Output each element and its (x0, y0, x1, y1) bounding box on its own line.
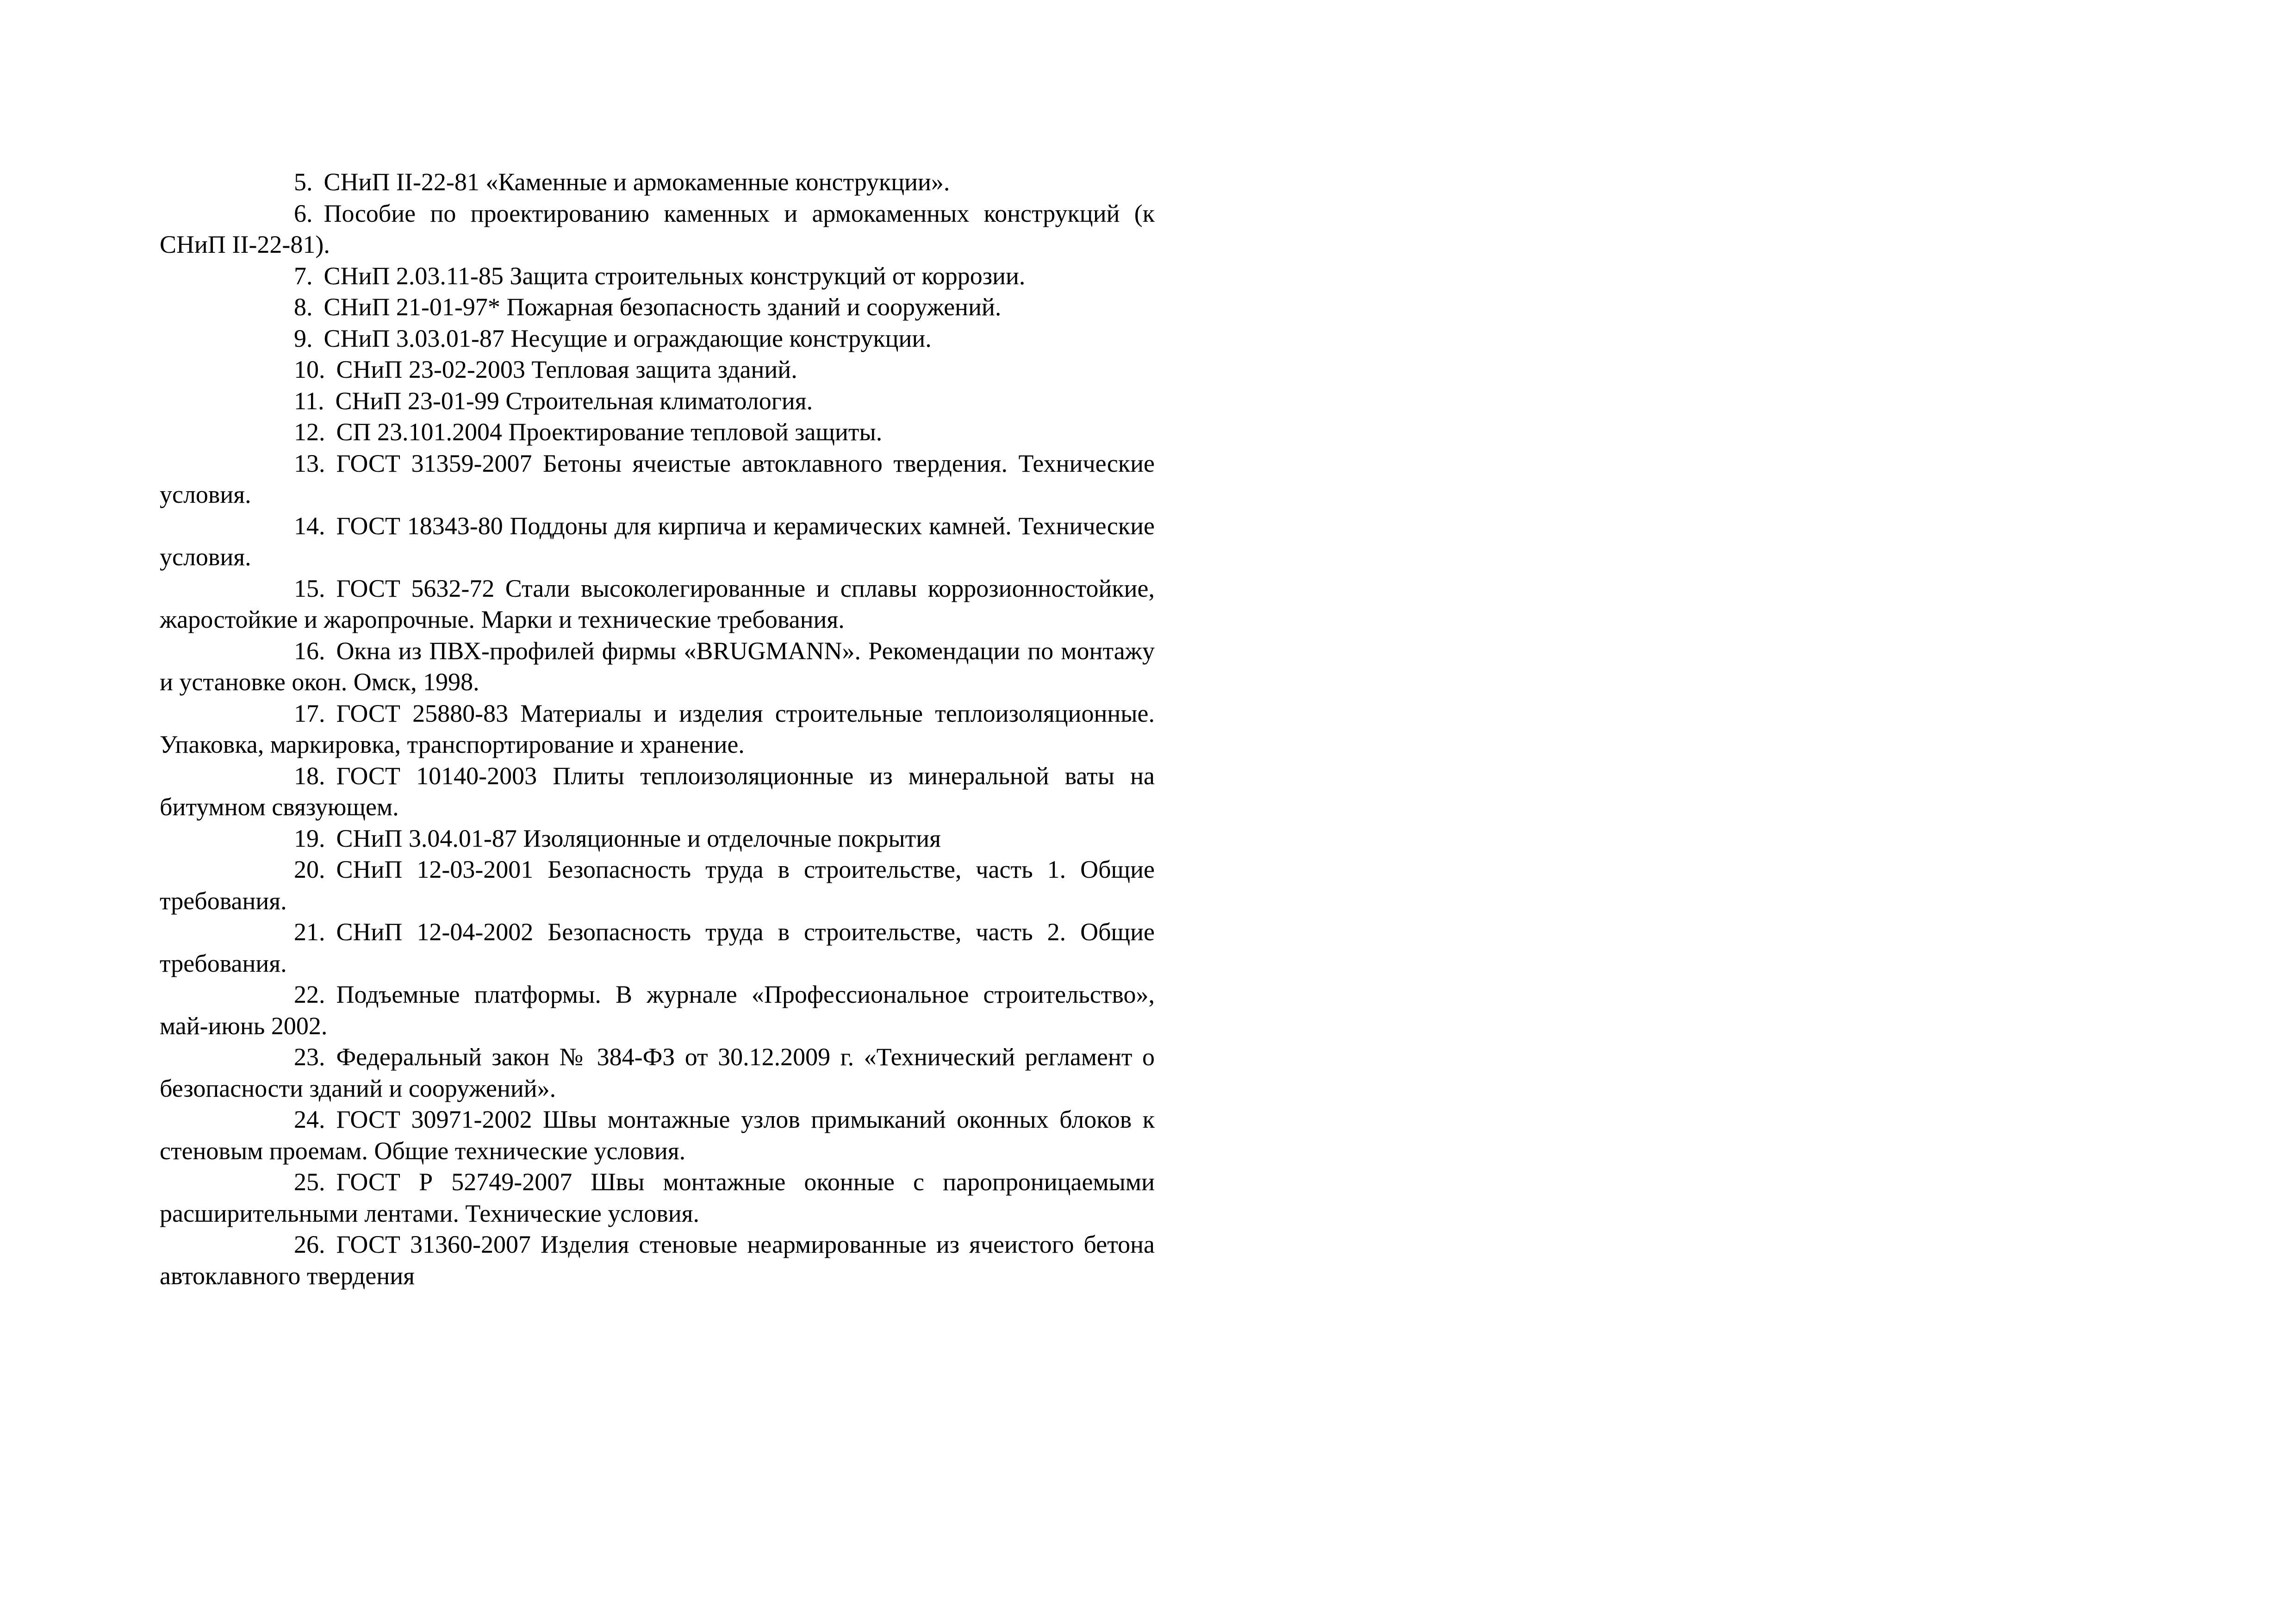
reference-item (160, 1104, 1155, 1167)
reference-item (160, 698, 1155, 761)
reference-list (160, 167, 1155, 1292)
reference-text: ГОСТ Р 52749-2007 Швы монтажные оконные с паропроницаемыми расширительными лентами. Технические условия. (160, 1168, 1155, 1227)
reference-text: ГОСТ 31359-2007 Бетоны ячеистые автоклавного твердения. Технические условия. (160, 449, 1155, 508)
reference-item (160, 917, 1155, 979)
reference-text: ГОСТ 30971-2002 Швы монтажные узлов примыканий оконных блоков к стеновым проемам. Общие технические условия. (160, 1106, 1155, 1165)
reference-item (160, 448, 1155, 511)
reference-text: СНиП 3.03.01-87 Несущие и ограждающие конструкции. (324, 324, 932, 352)
reference-text: СНиП 21-01-97* Пожарная безопасность зданий и сооружений. (324, 293, 1002, 321)
reference-item (160, 292, 1155, 323)
reference-item (160, 761, 1155, 823)
reference-number: 10. (294, 356, 325, 383)
reference-item (160, 1229, 1155, 1292)
reference-text: ГОСТ 31360-2007 Изделия стеновые неармированные из ячеистого бетона автоклавного твердения (160, 1230, 1155, 1290)
reference-number: 6. (294, 199, 313, 227)
reference-number: 22. (294, 981, 325, 1008)
reference-text: СП 23.101.2004 Проектирование тепловой защиты. (336, 418, 883, 446)
reference-number: 11. (294, 387, 324, 415)
reference-text: ГОСТ 5632-72 Стали высоколегированные и сплавы коррозионностойкие, жаростойкие и жаропрочные. Марки и технические требования. (160, 574, 1155, 633)
reference-number: 20. (294, 856, 325, 883)
reference-item (160, 386, 1155, 417)
reference-item (160, 354, 1155, 386)
reference-number: 25. (294, 1168, 325, 1196)
reference-item (160, 417, 1155, 448)
reference-number: 9. (294, 324, 313, 352)
reference-text: СНиП II-22-81 «Каменные и армокаменные конструкции». (324, 168, 950, 196)
reference-number: 26. (294, 1230, 325, 1258)
reference-item (160, 636, 1155, 698)
reference-text: СНиП 23-02-2003 Тепловая защита зданий. (336, 356, 797, 383)
reference-text: СНиП 12-03-2001 Безопасность труда в строительстве, часть 1. Общие требования. (160, 856, 1155, 915)
reference-number: 5. (294, 168, 313, 196)
reference-number: 14. (294, 512, 325, 540)
reference-text: СНиП 2.03.11-85 Защита строительных конструкций от коррозии. (324, 262, 1026, 290)
reference-item (160, 573, 1155, 636)
reference-text: СНиП 3.04.01-87 Изоляционные и отделочные покрытия (336, 824, 941, 852)
reference-item (160, 1167, 1155, 1229)
reference-text: ГОСТ 10140-2003 Плиты теплоизоляционные из минеральной ваты на битумном связующем. (160, 762, 1155, 821)
reference-item (160, 261, 1155, 292)
reference-item (160, 1042, 1155, 1104)
reference-number: 19. (294, 824, 325, 852)
reference-text: Окна из ПВХ-профилей фирмы «BRUGMANN». Рекомендации по монтажу и установке окон. Омск, 1998. (160, 637, 1155, 696)
reference-number: 17. (294, 699, 325, 727)
reference-number: 18. (294, 762, 325, 790)
reference-number: 23. (294, 1043, 325, 1071)
reference-number: 16. (294, 637, 325, 665)
reference-item (160, 167, 1155, 198)
reference-item (160, 323, 1155, 355)
reference-item (160, 979, 1155, 1042)
reference-number: 12. (294, 418, 325, 446)
reference-text: СНиП 23-01-99 Строительная климатология. (335, 387, 813, 415)
reference-text: Федеральный закон № 384-ФЗ от 30.12.2009 г. «Технический регламент о безопасности зданий и сооружений». (160, 1043, 1155, 1102)
reference-item (160, 823, 1155, 855)
reference-number: 24. (294, 1106, 325, 1133)
reference-text: ГОСТ 18343-80 Поддоны для кирпича и керамических камней. Технические условия. (160, 512, 1155, 571)
reference-number: 7. (294, 262, 313, 290)
reference-item (160, 198, 1155, 261)
reference-item (160, 511, 1155, 573)
reference-number: 15. (294, 574, 325, 602)
reference-text: Пособие по проектированию каменных и армокаменных конструкций (к СНиП II-22-81). (160, 199, 1155, 258)
reference-text: СНиП 12-04-2002 Безопасность труда в строительстве, часть 2. Общие требования. (160, 918, 1155, 977)
reference-number: 21. (294, 918, 325, 946)
reference-item (160, 854, 1155, 917)
reference-text: ГОСТ 25880-83 Материалы и изделия строительные теплоизоляционные. Упаковка, маркировка, транспортирование и хранение. (160, 699, 1155, 758)
reference-number: 8. (294, 293, 313, 321)
reference-number: 13. (294, 449, 325, 477)
reference-text: Подъемные платформы. В журнале «Профессиональное строительство», май-июнь 2002. (160, 981, 1155, 1040)
